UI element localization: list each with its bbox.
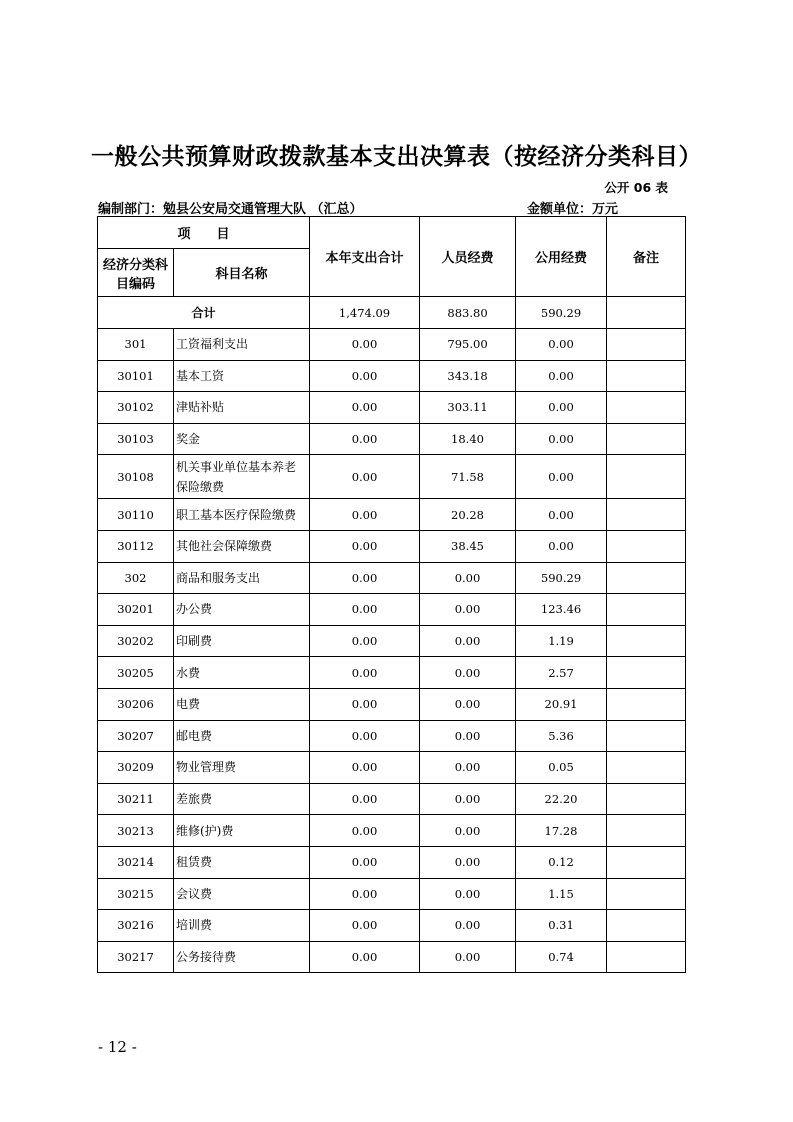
row-personnel: 0.00 <box>420 625 516 657</box>
row-remark <box>607 625 686 657</box>
row-public: 0.00 <box>516 329 607 361</box>
row-total: 0.00 <box>310 423 420 455</box>
row-code: 30213 <box>98 815 174 847</box>
row-remark <box>607 815 686 847</box>
row-personnel: 303.11 <box>420 392 516 424</box>
row-name: 工资福利支出 <box>174 329 310 361</box>
row-remark <box>607 392 686 424</box>
row-total: 0.00 <box>310 329 420 361</box>
row-remark <box>607 562 686 594</box>
row-total: 0.00 <box>310 530 420 562</box>
row-public: 20.91 <box>516 688 607 720</box>
row-remark <box>607 720 686 752</box>
total-label: 合计 <box>98 297 310 329</box>
row-public: 0.74 <box>516 941 607 973</box>
row-personnel: 20.28 <box>420 499 516 531</box>
header-total: 本年支出合计 <box>310 217 420 297</box>
header-public: 公用经费 <box>516 217 607 297</box>
row-total: 0.00 <box>310 783 420 815</box>
row-code: 30201 <box>98 594 174 626</box>
row-total: 0.00 <box>310 360 420 392</box>
row-public: 0.00 <box>516 455 607 499</box>
row-remark <box>607 910 686 942</box>
amount-unit-label: 金额单位：万元 <box>527 202 619 217</box>
total-remark <box>607 297 686 329</box>
row-public: 0.00 <box>516 392 607 424</box>
row-personnel: 38.45 <box>420 530 516 562</box>
row-remark <box>607 878 686 910</box>
row-remark <box>607 846 686 878</box>
row-total: 0.00 <box>310 752 420 784</box>
row-public: 2.57 <box>516 657 607 689</box>
row-code: 30112 <box>98 530 174 562</box>
row-code: 30108 <box>98 455 174 499</box>
row-personnel: 0.00 <box>420 910 516 942</box>
row-personnel: 0.00 <box>420 941 516 973</box>
total-amount: 1,474.09 <box>310 297 420 329</box>
page-number: - 12 - <box>98 1038 137 1056</box>
row-name: 水费 <box>174 657 310 689</box>
row-total: 0.00 <box>310 688 420 720</box>
row-total: 0.00 <box>310 878 420 910</box>
row-public: 0.05 <box>516 752 607 784</box>
row-total: 0.00 <box>310 910 420 942</box>
row-personnel: 0.00 <box>420 783 516 815</box>
row-name: 津贴补贴 <box>174 392 310 424</box>
row-personnel: 71.58 <box>420 455 516 499</box>
row-remark <box>607 688 686 720</box>
row-public: 0.00 <box>516 423 607 455</box>
row-remark <box>607 941 686 973</box>
row-code: 30205 <box>98 657 174 689</box>
row-total: 0.00 <box>310 941 420 973</box>
expenditure-table <box>97 216 686 973</box>
row-total: 0.00 <box>310 657 420 689</box>
row-code: 30206 <box>98 688 174 720</box>
row-name: 邮电费 <box>174 720 310 752</box>
row-total: 0.00 <box>310 594 420 626</box>
row-remark <box>607 499 686 531</box>
row-personnel: 0.00 <box>420 720 516 752</box>
row-name: 公务接待费 <box>174 941 310 973</box>
row-personnel: 343.18 <box>420 360 516 392</box>
row-remark <box>607 752 686 784</box>
row-total: 0.00 <box>310 392 420 424</box>
row-personnel: 0.00 <box>420 815 516 847</box>
row-personnel: 0.00 <box>420 594 516 626</box>
row-total: 0.00 <box>310 720 420 752</box>
row-personnel: 0.00 <box>420 657 516 689</box>
row-code: 30101 <box>98 360 174 392</box>
row-personnel: 0.00 <box>420 752 516 784</box>
row-public: 0.00 <box>516 499 607 531</box>
row-code: 30103 <box>98 423 174 455</box>
total-row <box>98 297 686 329</box>
row-name: 职工基本医疗保险缴费 <box>174 499 310 531</box>
row-code: 30211 <box>98 783 174 815</box>
row-code: 30216 <box>98 910 174 942</box>
row-name: 维修(护)费 <box>174 815 310 847</box>
row-public: 22.20 <box>516 783 607 815</box>
row-name: 差旅费 <box>174 783 310 815</box>
row-remark <box>607 594 686 626</box>
row-code: 30102 <box>98 392 174 424</box>
row-code: 301 <box>98 329 174 361</box>
row-public: 0.31 <box>516 910 607 942</box>
row-public: 0.12 <box>516 846 607 878</box>
row-name: 基本工资 <box>174 360 310 392</box>
row-remark <box>607 783 686 815</box>
row-total: 0.00 <box>310 562 420 594</box>
row-public: 0.00 <box>516 530 607 562</box>
row-name: 培训费 <box>174 910 310 942</box>
row-name: 机关事业单位基本养老保险缴费 <box>174 455 310 499</box>
row-code: 30214 <box>98 846 174 878</box>
row-code: 302 <box>98 562 174 594</box>
row-public: 5.36 <box>516 720 607 752</box>
row-code: 30209 <box>98 752 174 784</box>
row-remark <box>607 657 686 689</box>
row-code: 30207 <box>98 720 174 752</box>
header-personnel: 人员经费 <box>420 217 516 297</box>
row-public: 1.19 <box>516 625 607 657</box>
row-public: 590.29 <box>516 562 607 594</box>
page-title: 一般公共预算财政拨款基本支出决算表（按经济分类科目） <box>91 144 702 170</box>
row-name: 会议费 <box>174 878 310 910</box>
row-remark <box>607 455 686 499</box>
row-personnel: 18.40 <box>420 423 516 455</box>
row-name: 电费 <box>174 688 310 720</box>
row-remark <box>607 329 686 361</box>
total-personnel: 883.80 <box>420 297 516 329</box>
row-total: 0.00 <box>310 455 420 499</box>
row-public: 0.00 <box>516 360 607 392</box>
row-personnel: 0.00 <box>420 688 516 720</box>
row-total: 0.00 <box>310 846 420 878</box>
row-total: 0.00 <box>310 499 420 531</box>
header-item: 项 目 <box>98 217 310 249</box>
row-code: 30110 <box>98 499 174 531</box>
row-personnel: 0.00 <box>420 562 516 594</box>
row-code: 30202 <box>98 625 174 657</box>
row-personnel: 0.00 <box>420 846 516 878</box>
row-name: 奖金 <box>174 423 310 455</box>
header-code: 经济分类科目编码 <box>98 249 174 297</box>
row-name: 租赁费 <box>174 846 310 878</box>
row-remark <box>607 360 686 392</box>
row-remark <box>607 423 686 455</box>
header-remark: 备注 <box>607 217 686 297</box>
row-code: 30215 <box>98 878 174 910</box>
row-name: 印刷费 <box>174 625 310 657</box>
row-public: 1.15 <box>516 878 607 910</box>
row-public: 17.28 <box>516 815 607 847</box>
row-total: 0.00 <box>310 815 420 847</box>
row-remark <box>607 530 686 562</box>
row-name: 其他社会保障缴费 <box>174 530 310 562</box>
header-name: 科目名称 <box>174 249 310 297</box>
row-personnel: 795.00 <box>420 329 516 361</box>
row-name: 物业管理费 <box>174 752 310 784</box>
department-label: 编制部门：勉县公安局交通管理大队 （汇总） <box>98 202 363 217</box>
row-personnel: 0.00 <box>420 878 516 910</box>
total-public: 590.29 <box>516 297 607 329</box>
row-name: 办公费 <box>174 594 310 626</box>
row-code: 30217 <box>98 941 174 973</box>
form-number: 公开 06 表 <box>604 180 668 195</box>
row-total: 0.00 <box>310 625 420 657</box>
row-public: 123.46 <box>516 594 607 626</box>
row-name: 商品和服务支出 <box>174 562 310 594</box>
